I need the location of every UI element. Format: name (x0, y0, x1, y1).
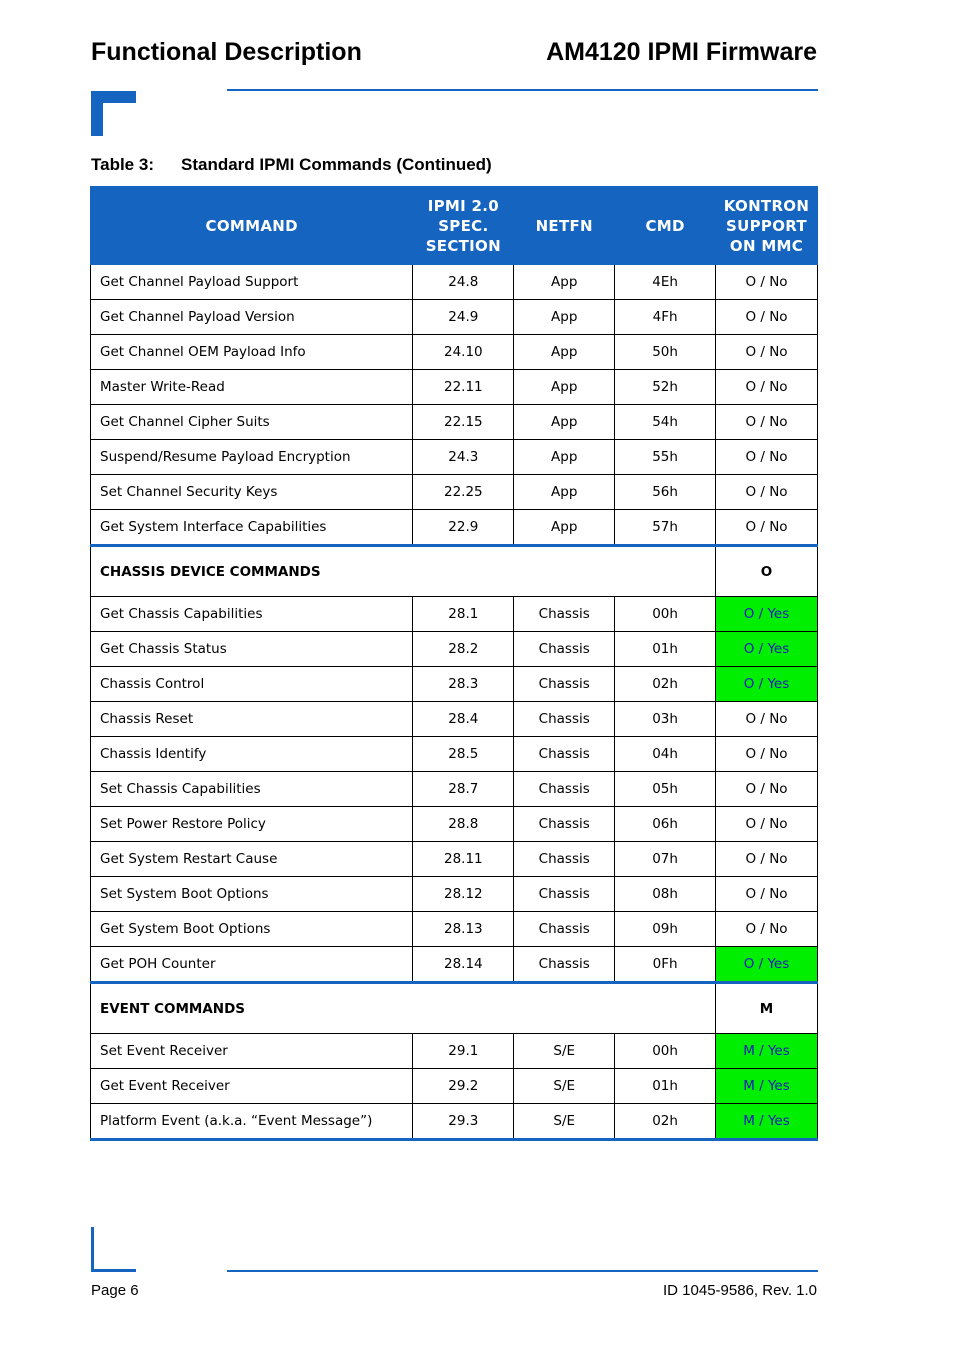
table-row (91, 1104, 818, 1140)
cell-command: Set Event Receiver (91, 1034, 413, 1069)
cell-netfn: Chassis (514, 737, 615, 772)
cell-cmd: 52h (615, 370, 716, 405)
cell-spec-section: 28.7 (413, 772, 514, 807)
cell-command: Get System Interface Capabilities (91, 510, 413, 546)
section-support: M (716, 983, 818, 1034)
table-row (91, 405, 818, 440)
cell-command: Master Write-Read (91, 370, 413, 405)
cell-cmd: 00h (615, 1034, 716, 1069)
cell-support: M / Yes (716, 1104, 818, 1140)
table-row (91, 370, 818, 405)
cell-cmd: 02h (615, 1104, 716, 1140)
cell-netfn: App (514, 405, 615, 440)
cell-netfn: Chassis (514, 772, 615, 807)
column-header-ipmi-line2: SPEC. (438, 216, 489, 235)
cell-spec-section: 29.1 (413, 1034, 514, 1069)
header-document-title: AM4120 IPMI Firmware (546, 38, 817, 66)
cell-cmd: 0Fh (615, 947, 716, 983)
cell-support: M / Yes (716, 1069, 818, 1104)
column-header-cmd: CMD (615, 187, 716, 265)
table-row (91, 947, 818, 983)
cell-support: O / No (716, 877, 818, 912)
section-title: EVENT COMMANDS (91, 983, 716, 1034)
cell-spec-section: 28.12 (413, 877, 514, 912)
table-row (91, 842, 818, 877)
table-caption (91, 155, 492, 175)
cell-spec-section: 29.3 (413, 1104, 514, 1140)
cell-support: O / No (716, 265, 818, 300)
header-rule (227, 89, 818, 91)
cell-support: O / No (716, 335, 818, 370)
cell-command: Suspend/Resume Payload Encryption (91, 440, 413, 475)
cell-cmd: 08h (615, 877, 716, 912)
cell-command: Get Chassis Capabilities (91, 597, 413, 632)
cell-spec-section: 22.11 (413, 370, 514, 405)
table-row (91, 702, 818, 737)
table-row (91, 335, 818, 370)
cell-command: Get System Boot Options (91, 912, 413, 947)
cell-netfn: App (514, 335, 615, 370)
cell-command: Set Chassis Capabilities (91, 772, 413, 807)
page-number: Page 6 (91, 1282, 139, 1299)
cell-command: Get Channel Payload Version (91, 300, 413, 335)
table-caption-number: Table 3: (91, 155, 154, 174)
cell-cmd: 01h (615, 632, 716, 667)
column-header-ipmi-line3: SECTION (425, 236, 501, 255)
cell-netfn: Chassis (514, 597, 615, 632)
cell-cmd: 56h (615, 475, 716, 510)
cell-support: O / No (716, 702, 818, 737)
cell-netfn: S/E (514, 1104, 615, 1140)
table-row (91, 597, 818, 632)
cell-netfn: Chassis (514, 947, 615, 983)
cell-support: O / No (716, 772, 818, 807)
cell-command: Set System Boot Options (91, 877, 413, 912)
cell-cmd: 05h (615, 772, 716, 807)
cell-netfn: Chassis (514, 912, 615, 947)
table-row (91, 300, 818, 335)
document-id: ID 1045-9586, Rev. 1.0 (663, 1282, 817, 1299)
cell-cmd: 04h (615, 737, 716, 772)
section-title: CHASSIS DEVICE COMMANDS (91, 546, 716, 597)
cell-netfn: Chassis (514, 842, 615, 877)
cell-cmd: 4Eh (615, 265, 716, 300)
cell-support: O / Yes (716, 667, 818, 702)
cell-command: Platform Event (a.k.a. “Event Message”) (91, 1104, 413, 1140)
cell-support: O / No (716, 912, 818, 947)
column-header-kontron-line3: ON MMC (729, 236, 804, 255)
header-section-title: Functional Description (91, 38, 362, 66)
cell-command: Get Channel Cipher Suits (91, 405, 413, 440)
cell-support: O / No (716, 300, 818, 335)
cell-netfn: App (514, 510, 615, 546)
cell-spec-section: 28.5 (413, 737, 514, 772)
cell-netfn: Chassis (514, 702, 615, 737)
column-header-netfn: NETFN (514, 187, 615, 265)
cell-spec-section: 28.8 (413, 807, 514, 842)
cell-cmd: 57h (615, 510, 716, 546)
table-row (91, 632, 818, 667)
corner-mark-top (91, 91, 136, 136)
cell-netfn: Chassis (514, 807, 615, 842)
section-row (91, 546, 818, 597)
column-header-command: COMMAND (91, 187, 413, 265)
cell-spec-section: 22.15 (413, 405, 514, 440)
cell-spec-section: 28.11 (413, 842, 514, 877)
table-row (91, 737, 818, 772)
table-row (91, 1034, 818, 1069)
cell-netfn: App (514, 475, 615, 510)
cell-support: O / No (716, 737, 818, 772)
cell-spec-section: 24.8 (413, 265, 514, 300)
cell-netfn: App (514, 300, 615, 335)
cell-support: O / No (716, 510, 818, 546)
cell-command: Chassis Reset (91, 702, 413, 737)
cell-netfn: Chassis (514, 877, 615, 912)
cell-command: Get POH Counter (91, 947, 413, 983)
cell-netfn: App (514, 265, 615, 300)
table-row (91, 1069, 818, 1104)
table-header-row (91, 187, 818, 265)
cell-spec-section: 24.3 (413, 440, 514, 475)
cell-spec-section: 22.9 (413, 510, 514, 546)
cell-spec-section: 28.14 (413, 947, 514, 983)
footer-rule (227, 1270, 818, 1272)
corner-mark-bottom (91, 1227, 136, 1272)
cell-command: Set Channel Security Keys (91, 475, 413, 510)
table-row (91, 772, 818, 807)
cell-command: Get Event Receiver (91, 1069, 413, 1104)
cell-command: Get System Restart Cause (91, 842, 413, 877)
cell-command: Get Chassis Status (91, 632, 413, 667)
cell-spec-section: 29.2 (413, 1069, 514, 1104)
cell-cmd: 54h (615, 405, 716, 440)
cell-support: O / Yes (716, 947, 818, 983)
table-row (91, 475, 818, 510)
cell-spec-section: 24.9 (413, 300, 514, 335)
cell-spec-section: 28.13 (413, 912, 514, 947)
cell-netfn: Chassis (514, 632, 615, 667)
table-row (91, 265, 818, 300)
cell-command: Set Power Restore Policy (91, 807, 413, 842)
cell-support: M / Yes (716, 1034, 818, 1069)
cell-command: Get Channel OEM Payload Info (91, 335, 413, 370)
table-row (91, 510, 818, 546)
column-header-kontron-line2: SUPPORT (726, 216, 807, 235)
cell-support: O / No (716, 440, 818, 475)
cell-spec-section: 28.1 (413, 597, 514, 632)
cell-spec-section: 28.3 (413, 667, 514, 702)
cell-netfn: App (514, 440, 615, 475)
cell-command: Get Channel Payload Support (91, 265, 413, 300)
cell-support: O / Yes (716, 597, 818, 632)
cell-support: O / No (716, 475, 818, 510)
cell-netfn: S/E (514, 1069, 615, 1104)
cell-support: O / No (716, 370, 818, 405)
column-header-kontron-line1: KONTRON (723, 196, 810, 215)
cell-cmd: 01h (615, 1069, 716, 1104)
table-row (91, 807, 818, 842)
cell-netfn: Chassis (514, 667, 615, 702)
cell-cmd: 50h (615, 335, 716, 370)
cell-cmd: 55h (615, 440, 716, 475)
cell-cmd: 4Fh (615, 300, 716, 335)
section-row (91, 983, 818, 1034)
cell-spec-section: 22.25 (413, 475, 514, 510)
table-row (91, 667, 818, 702)
cell-support: O / No (716, 405, 818, 440)
table-row (91, 440, 818, 475)
table-body (91, 265, 818, 1140)
cell-cmd: 09h (615, 912, 716, 947)
cell-cmd: 00h (615, 597, 716, 632)
cell-cmd: 07h (615, 842, 716, 877)
column-header-ipmi-section (413, 187, 514, 265)
cell-spec-section: 24.10 (413, 335, 514, 370)
cell-netfn: S/E (514, 1034, 615, 1069)
table-caption-title: Standard IPMI Commands (Continued) (181, 155, 492, 174)
table-row (91, 912, 818, 947)
cell-cmd: 02h (615, 667, 716, 702)
cell-support: O / No (716, 842, 818, 877)
cell-spec-section: 28.2 (413, 632, 514, 667)
cell-cmd: 06h (615, 807, 716, 842)
cell-command: Chassis Control (91, 667, 413, 702)
cell-cmd: 03h (615, 702, 716, 737)
cell-netfn: App (514, 370, 615, 405)
column-header-ipmi-line1: IPMI 2.0 (427, 196, 499, 215)
cell-support: O / No (716, 807, 818, 842)
cell-spec-section: 28.4 (413, 702, 514, 737)
ipmi-commands-table (90, 186, 818, 1141)
section-support: O (716, 546, 818, 597)
table-row (91, 877, 818, 912)
column-header-kontron-support (716, 187, 818, 265)
cell-command: Chassis Identify (91, 737, 413, 772)
cell-support: O / Yes (716, 632, 818, 667)
